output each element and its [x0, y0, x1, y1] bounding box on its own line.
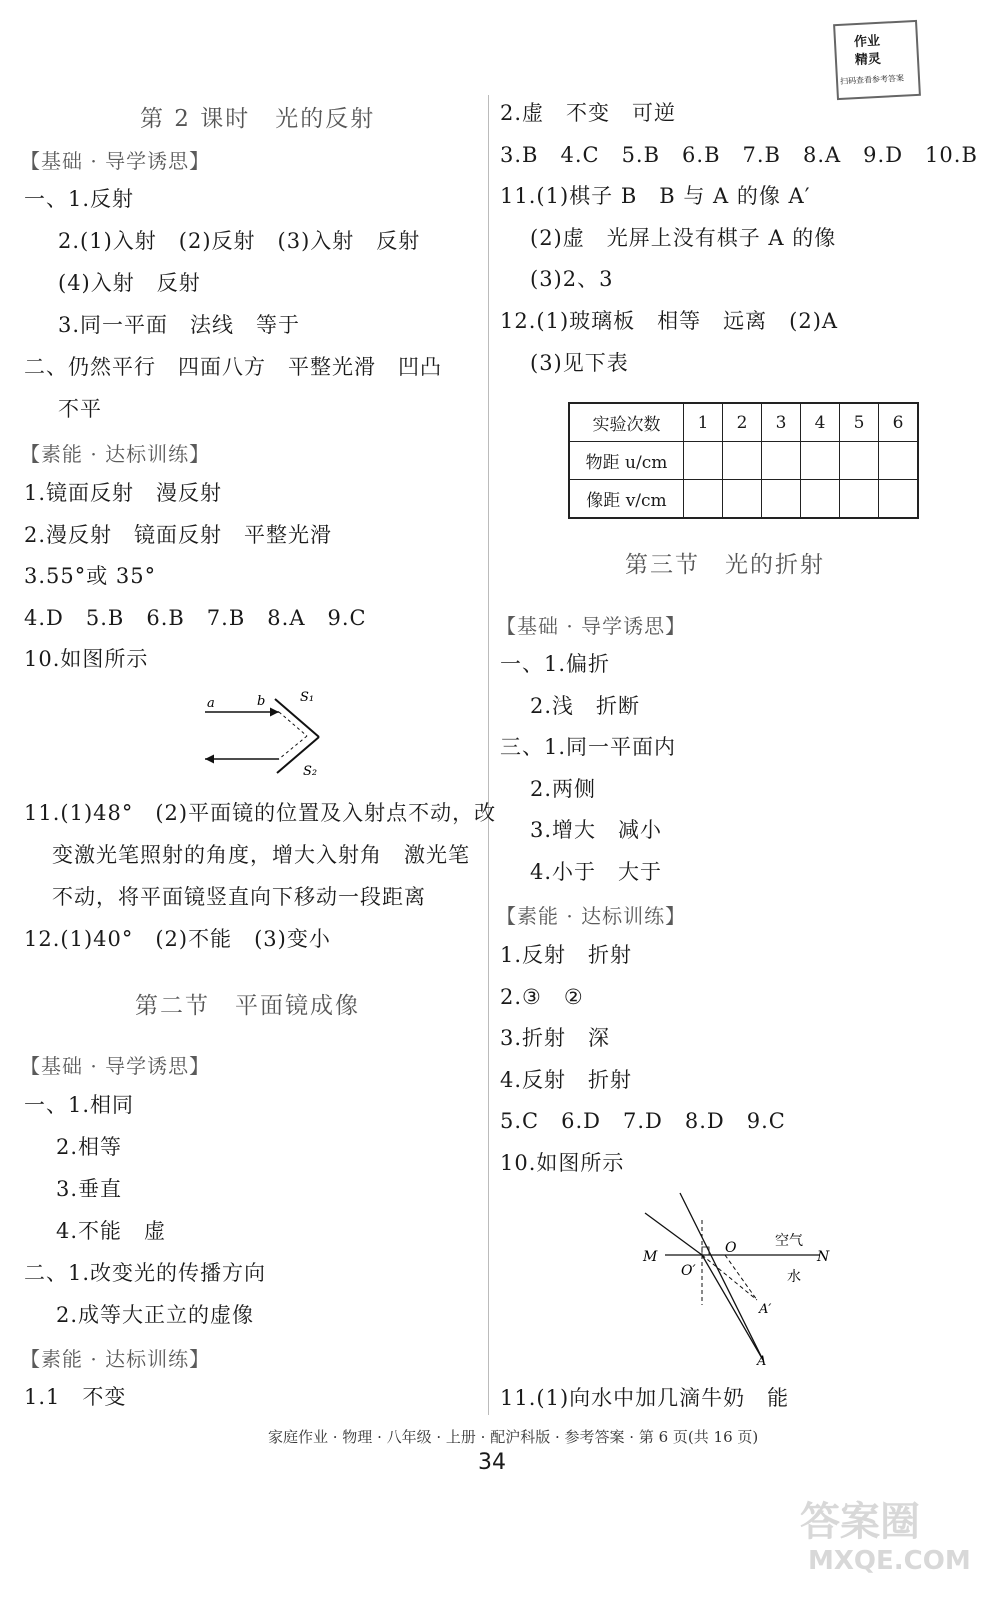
answer-line: 4.小于 大于 [530, 860, 663, 884]
answer-line: 2.成等大正立的虚像 [56, 1303, 255, 1327]
section-title-reflection: 第 2 课时 光的反射 [140, 106, 376, 132]
answer-line: 2.(1)入射 (2)反射 (3)入射 反射 [58, 229, 421, 253]
table-cell [801, 442, 840, 480]
table-row [569, 403, 918, 442]
answer-line: 2.漫反射 镜面反射 平整光滑 [24, 523, 333, 547]
answer-line: 1.镜面反射 漫反射 [24, 481, 223, 505]
table-header-cell: 实验次数 [569, 403, 684, 442]
answer-line: 1.1 不变 [24, 1385, 127, 1409]
table-cell [879, 442, 919, 480]
answer-line: 一、1.偏折 [500, 652, 611, 676]
table-cell [684, 442, 723, 480]
answer-line: 11.(1)棋子 B B 与 A 的像 A′ [500, 184, 811, 208]
reflected-ray-dashed [279, 736, 307, 759]
answer-line: 3.B 4.C 5.B 6.B 7.B 8.A 9.D 10.B [500, 143, 978, 167]
watermark-text-2: MXQE.COM [808, 1546, 971, 1576]
answer-line: 二、1.改变光的传播方向 [24, 1261, 267, 1285]
answer-line: 二、仍然平行 四面八方 平整光滑 凹凸 [24, 355, 442, 379]
section-title-plane-mirror: 第二节 平面镜成像 [135, 993, 360, 1019]
label-a: a [207, 696, 215, 711]
page-footer: 家庭作业 · 物理 · 八年级 · 上册 · 配沪科版 · 参考答案 · 第 6 页(共 16 页) [268, 1428, 759, 1446]
answer-line: 10.如图所示 [24, 647, 149, 671]
label-m: M [643, 1249, 658, 1265]
section-tag: 【基础 · 导学诱思】 [20, 1054, 211, 1078]
section-title-refraction: 第三节 光的折射 [625, 552, 825, 578]
answer-line: 12.(1)玻璃板 相等 远离 (2)A [500, 309, 839, 333]
stamp-logo [833, 20, 921, 100]
stamp-text-3: 扫码查看参考答案 [839, 73, 905, 86]
label-a-prime: A′ [759, 1302, 772, 1317]
page-number: 34 [478, 1450, 506, 1475]
answer-line: (3)2、3 [530, 267, 614, 291]
table-header-cell: 6 [879, 403, 919, 442]
answer-line: 3.折射 深 [500, 1026, 611, 1050]
table-header-cell: 5 [840, 403, 879, 442]
label-a-point: A [757, 1354, 767, 1369]
answer-line: 变激光笔照射的角度，增大入射角 激光笔 [52, 843, 470, 867]
table-header-cell: 2 [723, 403, 762, 442]
answer-line: 2.相等 [56, 1135, 123, 1159]
answer-line: 不动，将平面镜竖直向下移动一段距离 [52, 885, 426, 909]
label-s1: S₁ [300, 690, 315, 705]
answer-line: 4.反射 折射 [500, 1068, 633, 1092]
answer-line: 2.浅 折断 [530, 694, 641, 718]
label-water: 水 [787, 1269, 801, 1285]
watermark-text-1: 答案圈 [800, 1499, 920, 1545]
label-air: 空气 [775, 1233, 803, 1249]
label-b: b [257, 694, 266, 709]
table-cell [762, 480, 801, 519]
answer-line: 三、1.同一平面内 [500, 735, 677, 759]
answer-line: 11.(1)48° (2)平面镜的位置及入射点不动，改 [24, 801, 497, 825]
answer-line: 3.垂直 [56, 1177, 123, 1201]
table-row [569, 480, 918, 519]
table-cell [684, 480, 723, 519]
table-header-cell: 1 [684, 403, 723, 442]
table-header-cell: 3 [762, 403, 801, 442]
label-o-prime: O′ [681, 1263, 696, 1279]
table-header-cell: 4 [801, 403, 840, 442]
answer-line: 10.如图所示 [500, 1151, 625, 1175]
answer-line: 11.(1)向水中加几滴牛奶 能 [500, 1386, 790, 1410]
section-tag: 【基础 · 导学诱思】 [20, 149, 211, 173]
answer-line: 3.增大 减小 [530, 818, 663, 842]
answer-line: 2.两侧 [530, 777, 597, 801]
answer-line: (2)虚 光屏上没有棋子 A 的像 [530, 226, 837, 250]
table-cell [840, 480, 879, 519]
answer-line: 一、1.反射 [24, 187, 135, 211]
table-row-label: 像距 v/cm [569, 480, 684, 519]
answer-line: 一、1.相同 [24, 1093, 135, 1117]
stamp-text-2: 精灵 [854, 51, 882, 69]
table-cell [879, 480, 919, 519]
stamp-text-1: 作业 [853, 33, 881, 51]
table-row [569, 442, 918, 480]
section-tag: 【素能 · 达标训练】 [20, 1347, 211, 1371]
answer-line: 2.③ ② [500, 985, 584, 1009]
table-cell [762, 442, 801, 480]
answer-line: 3.同一平面 法线 等于 [58, 313, 301, 337]
ray-o-a [702, 1255, 763, 1360]
table-cell [840, 442, 879, 480]
answer-line: 1.反射 折射 [500, 943, 633, 967]
refraction-diagram [635, 1185, 835, 1370]
answer-line: (4)入射 反射 [58, 271, 201, 295]
section-tag: 【素能 · 达标训练】 [20, 442, 211, 466]
label-n: N [817, 1249, 830, 1265]
answer-line: 4.不能 虚 [56, 1219, 167, 1243]
section-tag: 【基础 · 导学诱思】 [496, 614, 687, 638]
answer-line: 2.虚 不变 可逆 [500, 101, 677, 125]
label-s2: S₂ [303, 764, 318, 779]
experiment-table [568, 402, 919, 519]
answer-line: 4.D 5.B 6.B 7.B 8.A 9.C [24, 606, 367, 630]
answer-line: 不平 [58, 397, 102, 421]
watermark-logo [790, 1490, 980, 1590]
reflection-diagram [195, 685, 335, 780]
answer-line: 12.(1)40° (2)不能 (3)变小 [24, 927, 331, 951]
table-row-label: 物距 u/cm [569, 442, 684, 480]
section-tag: 【素能 · 达标训练】 [496, 904, 687, 928]
answer-line: (3)见下表 [530, 351, 629, 375]
table-cell [723, 442, 762, 480]
column-divider [488, 95, 489, 1415]
answer-line: 3.55°或 35° [24, 564, 157, 588]
table-cell [801, 480, 840, 519]
table-cell [723, 480, 762, 519]
answer-line: 5.C 6.D 7.D 8.D 9.C [500, 1109, 786, 1133]
label-o: O [725, 1240, 737, 1256]
